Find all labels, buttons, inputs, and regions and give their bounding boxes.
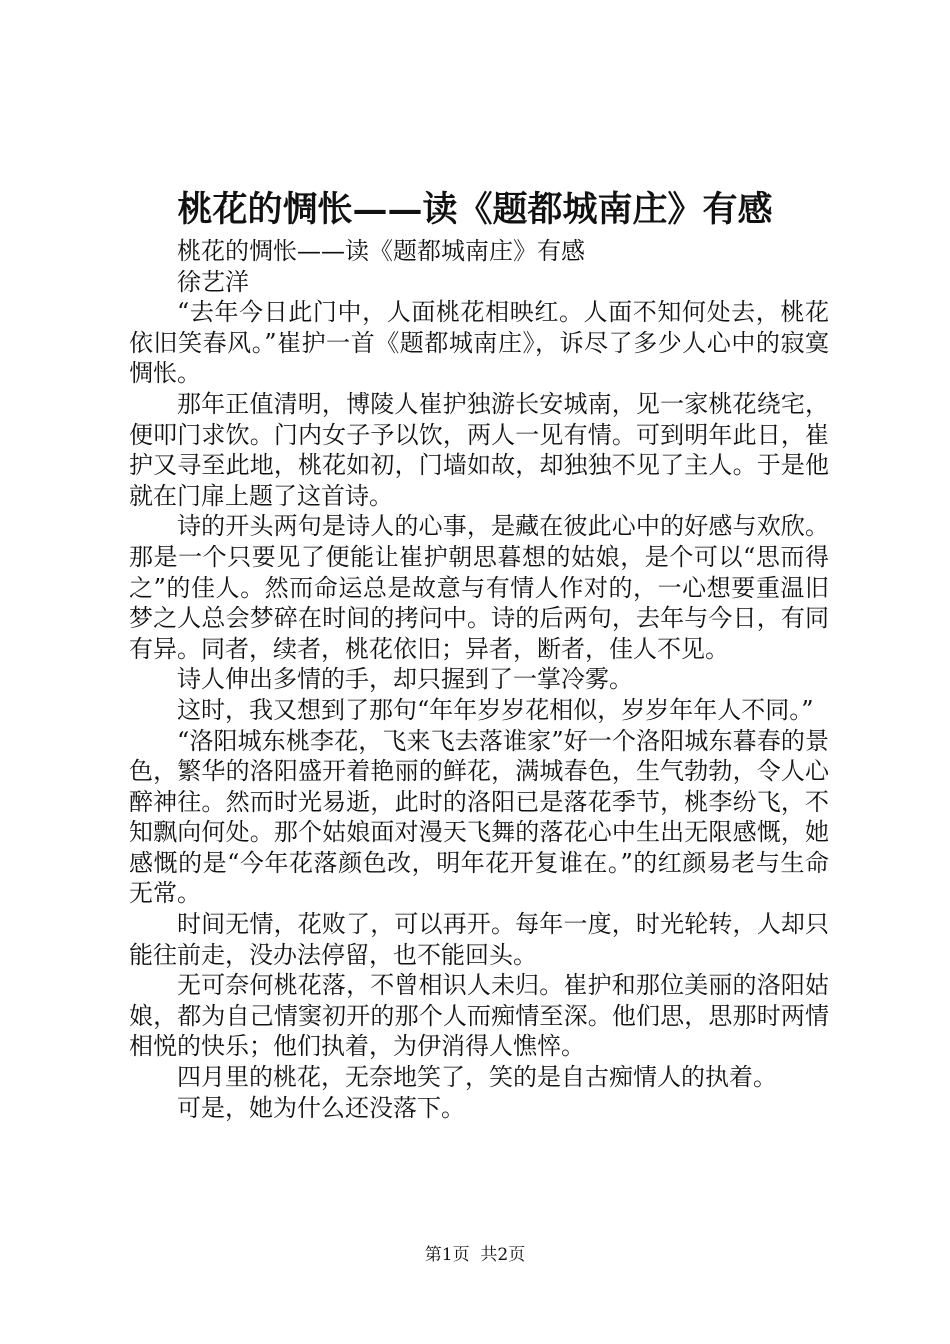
subtitle-line: 桃花的惆怅——读《题都城南庄》有感 <box>177 237 585 265</box>
body-paragraph: “洛阳城东桃李花，飞来飞去落谁家”好一个洛阳城东暮春的景色，繁华的洛阳盛开着艳丽的鲜花，满城春色，生气勃勃，令人心醉神往。然而时光易逝，此时的洛阳已是落花季节，桃李纷飞，不知飘向何处。那个姑娘面对漫天飞舞的落花心中生出无限感慨，她感慨的是“今年花落颜色改，明年花开复谁在。”的红颜易老与生命无常。 <box>129 726 829 908</box>
page-number: 第1页 <box>424 1245 470 1265</box>
body-paragraph: 诗人伸出多情的手，却只握到了一掌冷雾。 <box>177 665 633 694</box>
page-footer <box>0 1243 950 1267</box>
body-paragraph: 可是，她为什么还没落下。 <box>177 1093 465 1122</box>
body-paragraph: 无可奈何桃花落，不曾相识人未归。崔护和那位美丽的洛阳姑娘，都为自己情窦初开的那个人而痴情至深。他们思，思那时两情相悦的快乐；他们执着，为伊消得人憔悴。 <box>129 971 829 1061</box>
author-line: 徐艺洋 <box>177 267 249 296</box>
document-title: 桃花的惆怅——读《题都城南庄》有感 <box>177 189 773 230</box>
body-paragraph: 四月里的桃花，无奈地笑了，笑的是自古痴情人的执着。 <box>177 1063 777 1092</box>
body-paragraph: 这时，我又想到了那句“年年岁岁花相似，岁岁年年人不同。” <box>177 695 814 724</box>
body-paragraph: 那年正值清明，博陵人崔护独游长安城南，见一家桃花绕宅，便叩门求饮。门内女子予以饮，两人一见有情。可到明年此日，崔护又寻至此地，桃花如初，门墙如故，却独独不见了主人。于是他就在门扉上题了这首诗。 <box>129 389 829 510</box>
footer-separator <box>470 1245 481 1265</box>
body-paragraph: “去年今日此门中，人面桃花相映红。人面不知何处去，桃花依旧笑春风。”崔护一首《题都城南庄》，诉尽了多少人心中的寂寞惆怅。 <box>129 298 829 388</box>
body-paragraph: 时间无情，花败了，可以再开。每年一度，时光轮转，人却只能往前走，没办法停留，也不能回头。 <box>129 910 829 969</box>
page-total: 共2页 <box>480 1245 526 1265</box>
document-body <box>129 236 829 1123</box>
body-paragraph: 诗的开头两句是诗人的心事，是藏在彼此心中的好感与欢欣。那是一个只要见了便能让崔护朝思暮想的姑娘，是个可以“思而得之”的佳人。然而命运总是故意与有情人作对的，一心想要重温旧梦之人总会梦碎在时间的拷问中。诗的后两句，去年与今日，有同有异。同者，续者，桃花依旧；异者，断者，佳人不见。 <box>129 512 829 663</box>
